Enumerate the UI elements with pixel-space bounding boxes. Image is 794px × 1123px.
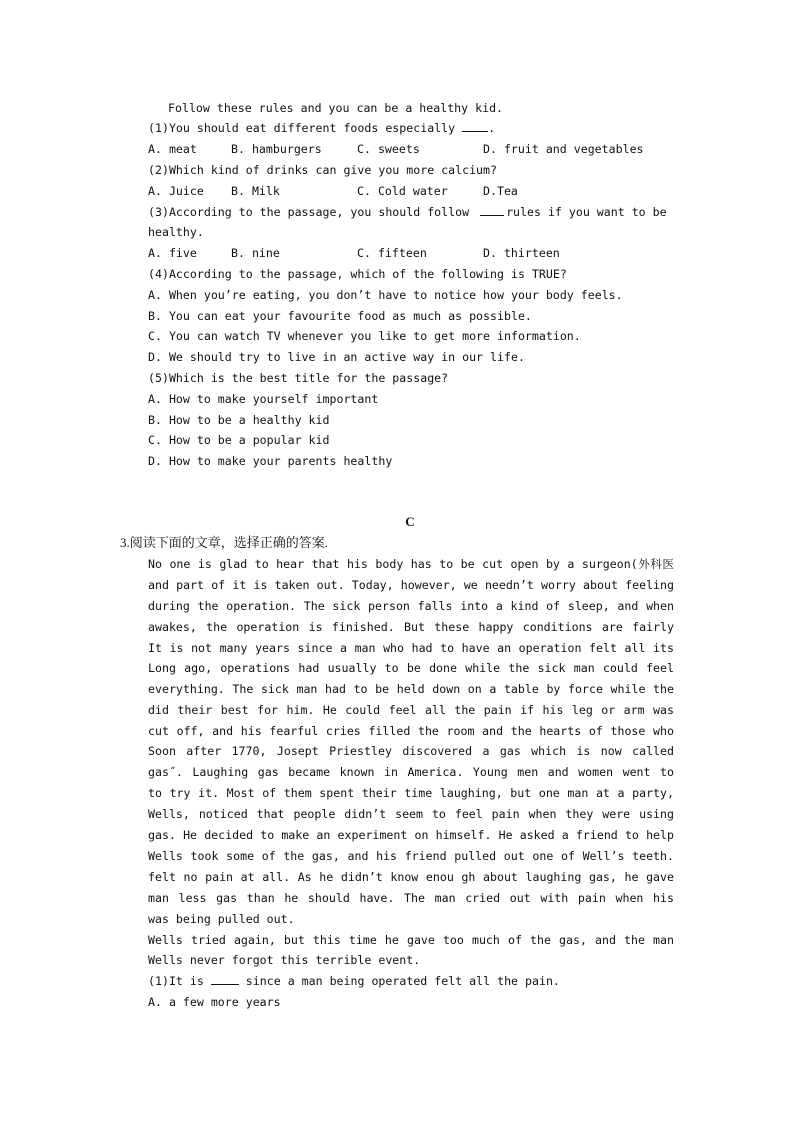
section-c-question-1-option-a: A. a few more years: [148, 995, 281, 1009]
question-2-option-b: B. Milk: [231, 184, 280, 198]
passage-line: felt no pain at all. As he didn’t know enou gh about laughing gas, he gave: [148, 870, 674, 884]
passage-line: and part of it is taken out. Today, however, we needn’t worry about feeling: [148, 578, 674, 592]
section-c-question-1-stem-text: (1)It is: [148, 974, 211, 988]
passage-line: Wells tried again, but this time he gave too much of the gas, and the man: [148, 933, 674, 947]
answer-blank: [211, 974, 239, 985]
question-4-option-c: C. You can watch TV whenever you like to get more information.: [148, 329, 581, 343]
question-1-stem-end: .: [488, 121, 496, 135]
question-3-option-b: B. nine: [231, 246, 280, 260]
question-3-option-a: A. five: [148, 246, 197, 260]
question-5-option-c: C. How to be a popular kid: [148, 433, 330, 447]
passage-line: It is not many years since a man who had to have an operation felt all its: [148, 641, 674, 655]
question-3-stem-continued: healthy.: [148, 225, 204, 239]
question-3-option-c: C. fifteen: [357, 246, 427, 260]
question-1-stem-text: (1)You should eat different foods especially: [148, 121, 463, 135]
question-2-option-c: C. Cold water: [357, 184, 448, 198]
passage-line: during the operation. The sick person falls into a kind of sleep, and when: [148, 599, 674, 613]
question-2-stem: (2)Which kind of drinks can give you more calcium?: [148, 163, 498, 177]
question-5-option-d: D. How to make your parents healthy: [148, 454, 393, 468]
question-3-stem-text: (3)According to the passage, you should follow: [148, 205, 477, 219]
question-5-option-b: B. How to be a healthy kid: [148, 413, 330, 427]
passage-line: Wells took some of the gas, and his friend pulled out one of Well’s teeth.: [148, 849, 674, 863]
question-4-option-a: A. When you’re eating, you don’t have to notice how your body feels.: [148, 288, 623, 302]
passage-line: awakes, the operation is finished. But these happy conditions are fairly: [148, 620, 674, 634]
section-instruction: 3.阅读下面的文章，选择正确的答案.: [120, 535, 329, 550]
question-4-option-b: B. You can eat your favourite food as much as possible.: [148, 309, 532, 323]
section-c-question-1-stem-end: since a man being operated felt all the pain.: [238, 974, 560, 988]
passage-line: gas˝. Laughing gas became known in America. Young men and women went to: [148, 765, 674, 779]
passage-line: to try it. Most of them spent their time laughing, but one man at a party,: [148, 786, 674, 800]
passage-line: Soon after 1770, Josept Priestley discovered a gas which is now called: [148, 744, 674, 758]
question-1-option-d: D. fruit and vegetables: [483, 142, 644, 156]
question-1-option-a: A. meat: [148, 142, 197, 156]
passage-line: did their best for him. He could feel all the pain if his leg or arm was: [148, 703, 674, 717]
answer-blank: [462, 121, 488, 132]
question-3-stem-end: rules if you want to be: [506, 205, 667, 219]
question-5-stem: (5)Which is the best title for the passage?: [148, 371, 449, 385]
passage-line: man less gas than he should have. The man cried out with pain when his: [148, 891, 674, 905]
question-4-option-d: D. We should try to live in an active way in our life.: [148, 350, 525, 364]
question-3-stem: [148, 204, 667, 220]
passage-closing-line: Follow these rules and you can be a healthy kid.: [168, 101, 504, 115]
answer-blank: [480, 205, 504, 216]
question-1-option-b: B. hamburgers: [231, 142, 322, 156]
question-2-option-a: A. Juice: [148, 184, 204, 198]
question-3-option-d: D. thirteen: [483, 246, 560, 260]
question-1-option-c: C. sweets: [357, 142, 420, 156]
passage-line: cut off, and his fearful cries filled the room and the hearts of those who: [148, 724, 674, 738]
question-4-stem: (4)According to the passage, which of the following is TRUE?: [148, 267, 567, 281]
passage-line: No one is glad to hear that his body has to be cut open by a surgeon(外科医: [148, 557, 674, 571]
question-2-option-d: D.Tea: [483, 184, 518, 198]
question-5-option-a: A. How to make yourself important: [148, 392, 379, 406]
passage-line: Wells never forgot this terrible event.: [148, 953, 421, 967]
passage-line: everything. The sick man had to be held down on a table by force while the: [148, 682, 674, 696]
passage-line: Long ago, operations had usually to be done while the sick man could feel: [148, 661, 674, 675]
section-c-question-1-stem: [148, 973, 560, 989]
question-1-stem: [148, 120, 495, 136]
passage-line: was being pulled out.: [148, 912, 295, 926]
section-heading: C: [405, 514, 415, 529]
passage-line: gas. He decided to make an experiment on himself. He asked a friend to help: [148, 828, 674, 842]
passage-line: Wells, noticed that people didn’t seem to feel pain when they were using: [148, 807, 674, 821]
